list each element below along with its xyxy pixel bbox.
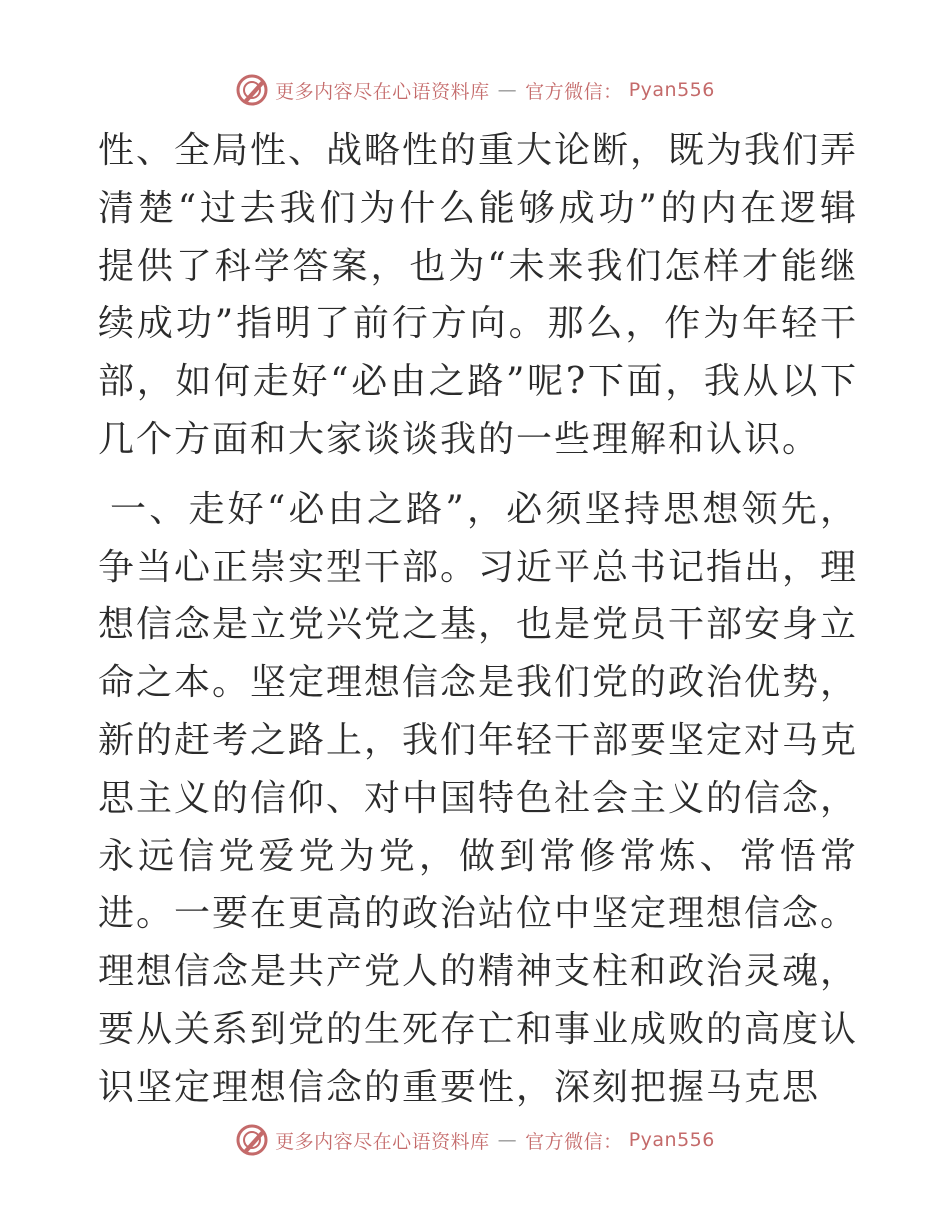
footer-watermark [0,1120,950,1160]
seal-pen-icon [235,1123,269,1157]
paragraph-2: 一、走好“必由之路”，必须坚持思想领先，争当心正崇实型干部。习近平总书记指出，理想信念是立党兴党之基，也是党员干部安身立命之本。坚定理想信念是我们党的政治优势，新的赶考之路上，我们年轻干部要坚定对马克思主义的信仰、对中国特色社会主义的信念，永远信党爱党为党，做到常修常炼、常悟常进。一要在更高的政治站位中坚定理想信念。理想信念是共产党人的精神支柱和政治灵魂，要从关系到党的生死存亡和事业成败的高度认识坚定理想信念的重要性，深刻把握马克思 [98,488,859,1108]
watermark-contact-id: Pyan556 [628,1129,715,1151]
watermark-separator: — [497,1129,518,1151]
watermark-contact-label: 官方微信： [525,80,623,103]
watermark-contact-id: Pyan556 [628,79,715,101]
header-watermark [0,70,950,110]
watermark-separator: — [497,79,518,101]
watermark-contact-label: 官方微信： [525,1130,623,1153]
watermark-brand: 更多内容尽在心语资料库 [275,1130,490,1153]
seal-pen-icon [235,73,269,107]
watermark-brand: 更多内容尽在心语资料库 [275,80,490,103]
paragraph-1: 性、全局性、战略性的重大论断，既为我们弄清楚“过去我们为什么能够成功”的内在逻辑提供了科学答案，也为“未来我们怎样才能继续成功”指明了前行方向。那么，作为年轻干部，如何走好“必由之路”呢?下面，我从以下几个方面和大家谈谈我的一些理解和认识。 [98,130,859,460]
document-body [98,122,858,1117]
